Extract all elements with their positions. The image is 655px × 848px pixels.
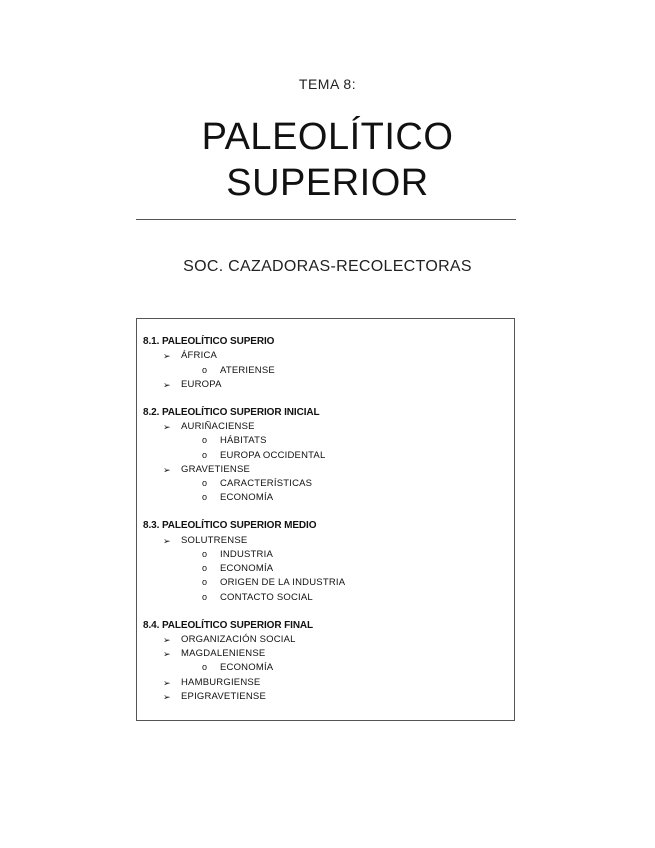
arrow-bullet-icon: ➢ bbox=[163, 692, 171, 703]
outline-subitem bbox=[143, 562, 508, 576]
outline-subitem-label: ECONOMÍA bbox=[220, 662, 274, 674]
outline-item bbox=[143, 690, 508, 704]
page-title-line-2: SUPERIOR bbox=[226, 162, 429, 204]
outline-item bbox=[143, 534, 508, 548]
outline-item-label: HAMBURGIENSE bbox=[181, 676, 261, 688]
arrow-bullet-icon: ➢ bbox=[163, 351, 171, 362]
outline-item bbox=[143, 676, 508, 690]
outline-section bbox=[143, 335, 508, 392]
outline-section bbox=[143, 519, 508, 605]
arrow-bullet-icon: ➢ bbox=[163, 464, 171, 475]
circle-bullet-icon: o bbox=[202, 478, 208, 489]
outline-subitem-label: CONTACTO SOCIAL bbox=[220, 591, 313, 603]
outline-item-label: ÁFRICA bbox=[181, 350, 218, 362]
arrow-bullet-icon: ➢ bbox=[163, 379, 171, 390]
outline-item bbox=[143, 463, 508, 477]
circle-bullet-icon: o bbox=[202, 435, 208, 446]
outline-item-label: MAGDALENIENSE bbox=[181, 648, 266, 660]
outline-item-label: ORGANIZACIÓN SOCIAL bbox=[181, 633, 296, 645]
arrow-bullet-icon: ➢ bbox=[163, 677, 171, 688]
outline-subitem bbox=[143, 449, 508, 463]
outline-subitem-label: CARACTERÍSTICAS bbox=[220, 478, 313, 490]
outline-item bbox=[143, 378, 508, 392]
outline-subitem-label: ECONOMÍA bbox=[220, 492, 274, 504]
circle-bullet-icon: o bbox=[202, 563, 208, 574]
outline-subitem bbox=[143, 434, 508, 448]
circle-bullet-icon: o bbox=[202, 577, 208, 588]
circle-bullet-icon: o bbox=[202, 548, 208, 559]
outline-subitem bbox=[143, 477, 508, 491]
outline-subitem bbox=[143, 491, 508, 505]
arrow-bullet-icon: ➢ bbox=[163, 634, 171, 645]
page-subtitle: SOC. CAZADORAS-RECOLECTORAS bbox=[183, 258, 472, 275]
section-heading: 8.4. PALEOLÍTICO SUPERIOR FINAL bbox=[143, 619, 314, 631]
arrow-bullet-icon: ➢ bbox=[163, 535, 171, 546]
outline-item bbox=[143, 633, 508, 647]
outline-subitem bbox=[143, 661, 508, 675]
outline-item-label: EUROPA bbox=[181, 378, 222, 390]
page-title bbox=[0, 114, 655, 206]
outline-subitem-label: ATERIENSE bbox=[220, 364, 275, 376]
page-title-line-1: PALEOLÍTICO bbox=[201, 116, 454, 158]
eyebrow-topic-number: TEMA 8: bbox=[298, 76, 357, 92]
section-heading: 8.1. PALEOLÍTICO SUPERIO bbox=[143, 336, 275, 347]
outline-item-label: SOLUTRENSE bbox=[181, 534, 248, 546]
outline-subitem-label: ORIGEN DE LA INDUSTRIA bbox=[220, 577, 346, 589]
arrow-bullet-icon: ➢ bbox=[163, 649, 171, 660]
outline-item bbox=[143, 647, 508, 661]
section-heading: 8.3. PALEOLÍTICO SUPERIOR MEDIO bbox=[143, 520, 317, 532]
outline-box bbox=[136, 318, 515, 721]
outline-item bbox=[143, 349, 508, 363]
outline-subitem-label: ECONOMÍA bbox=[220, 563, 274, 575]
circle-bullet-icon: o bbox=[202, 449, 208, 460]
arrow-bullet-icon: ➢ bbox=[163, 421, 171, 432]
outline-subitem-label: HÁBITATS bbox=[220, 435, 267, 447]
outline-item-label: AURIÑACIENSE bbox=[181, 420, 255, 432]
outline-subitem bbox=[143, 364, 508, 378]
outline-item-label: EPIGRAVETIENSE bbox=[181, 691, 266, 703]
circle-bullet-icon: o bbox=[202, 364, 208, 375]
circle-bullet-icon: o bbox=[202, 591, 208, 602]
title-divider bbox=[136, 219, 516, 220]
outline-subitem bbox=[143, 548, 508, 562]
outline-subitem bbox=[143, 576, 508, 590]
outline-subitem-label: INDUSTRIA bbox=[220, 548, 273, 560]
circle-bullet-icon: o bbox=[202, 662, 208, 673]
outline-section bbox=[143, 619, 508, 705]
section-heading: 8.2. PALEOLÍTICO SUPERIOR INICIAL bbox=[143, 406, 320, 418]
outline-list bbox=[143, 335, 508, 718]
outline-subitem-label: EUROPA OCCIDENTAL bbox=[220, 449, 326, 461]
circle-bullet-icon: o bbox=[202, 492, 208, 503]
outline-item-label: GRAVETIENSE bbox=[181, 463, 251, 475]
outline-item bbox=[143, 420, 508, 434]
outline-subitem bbox=[143, 591, 508, 605]
outline-section bbox=[143, 406, 508, 506]
